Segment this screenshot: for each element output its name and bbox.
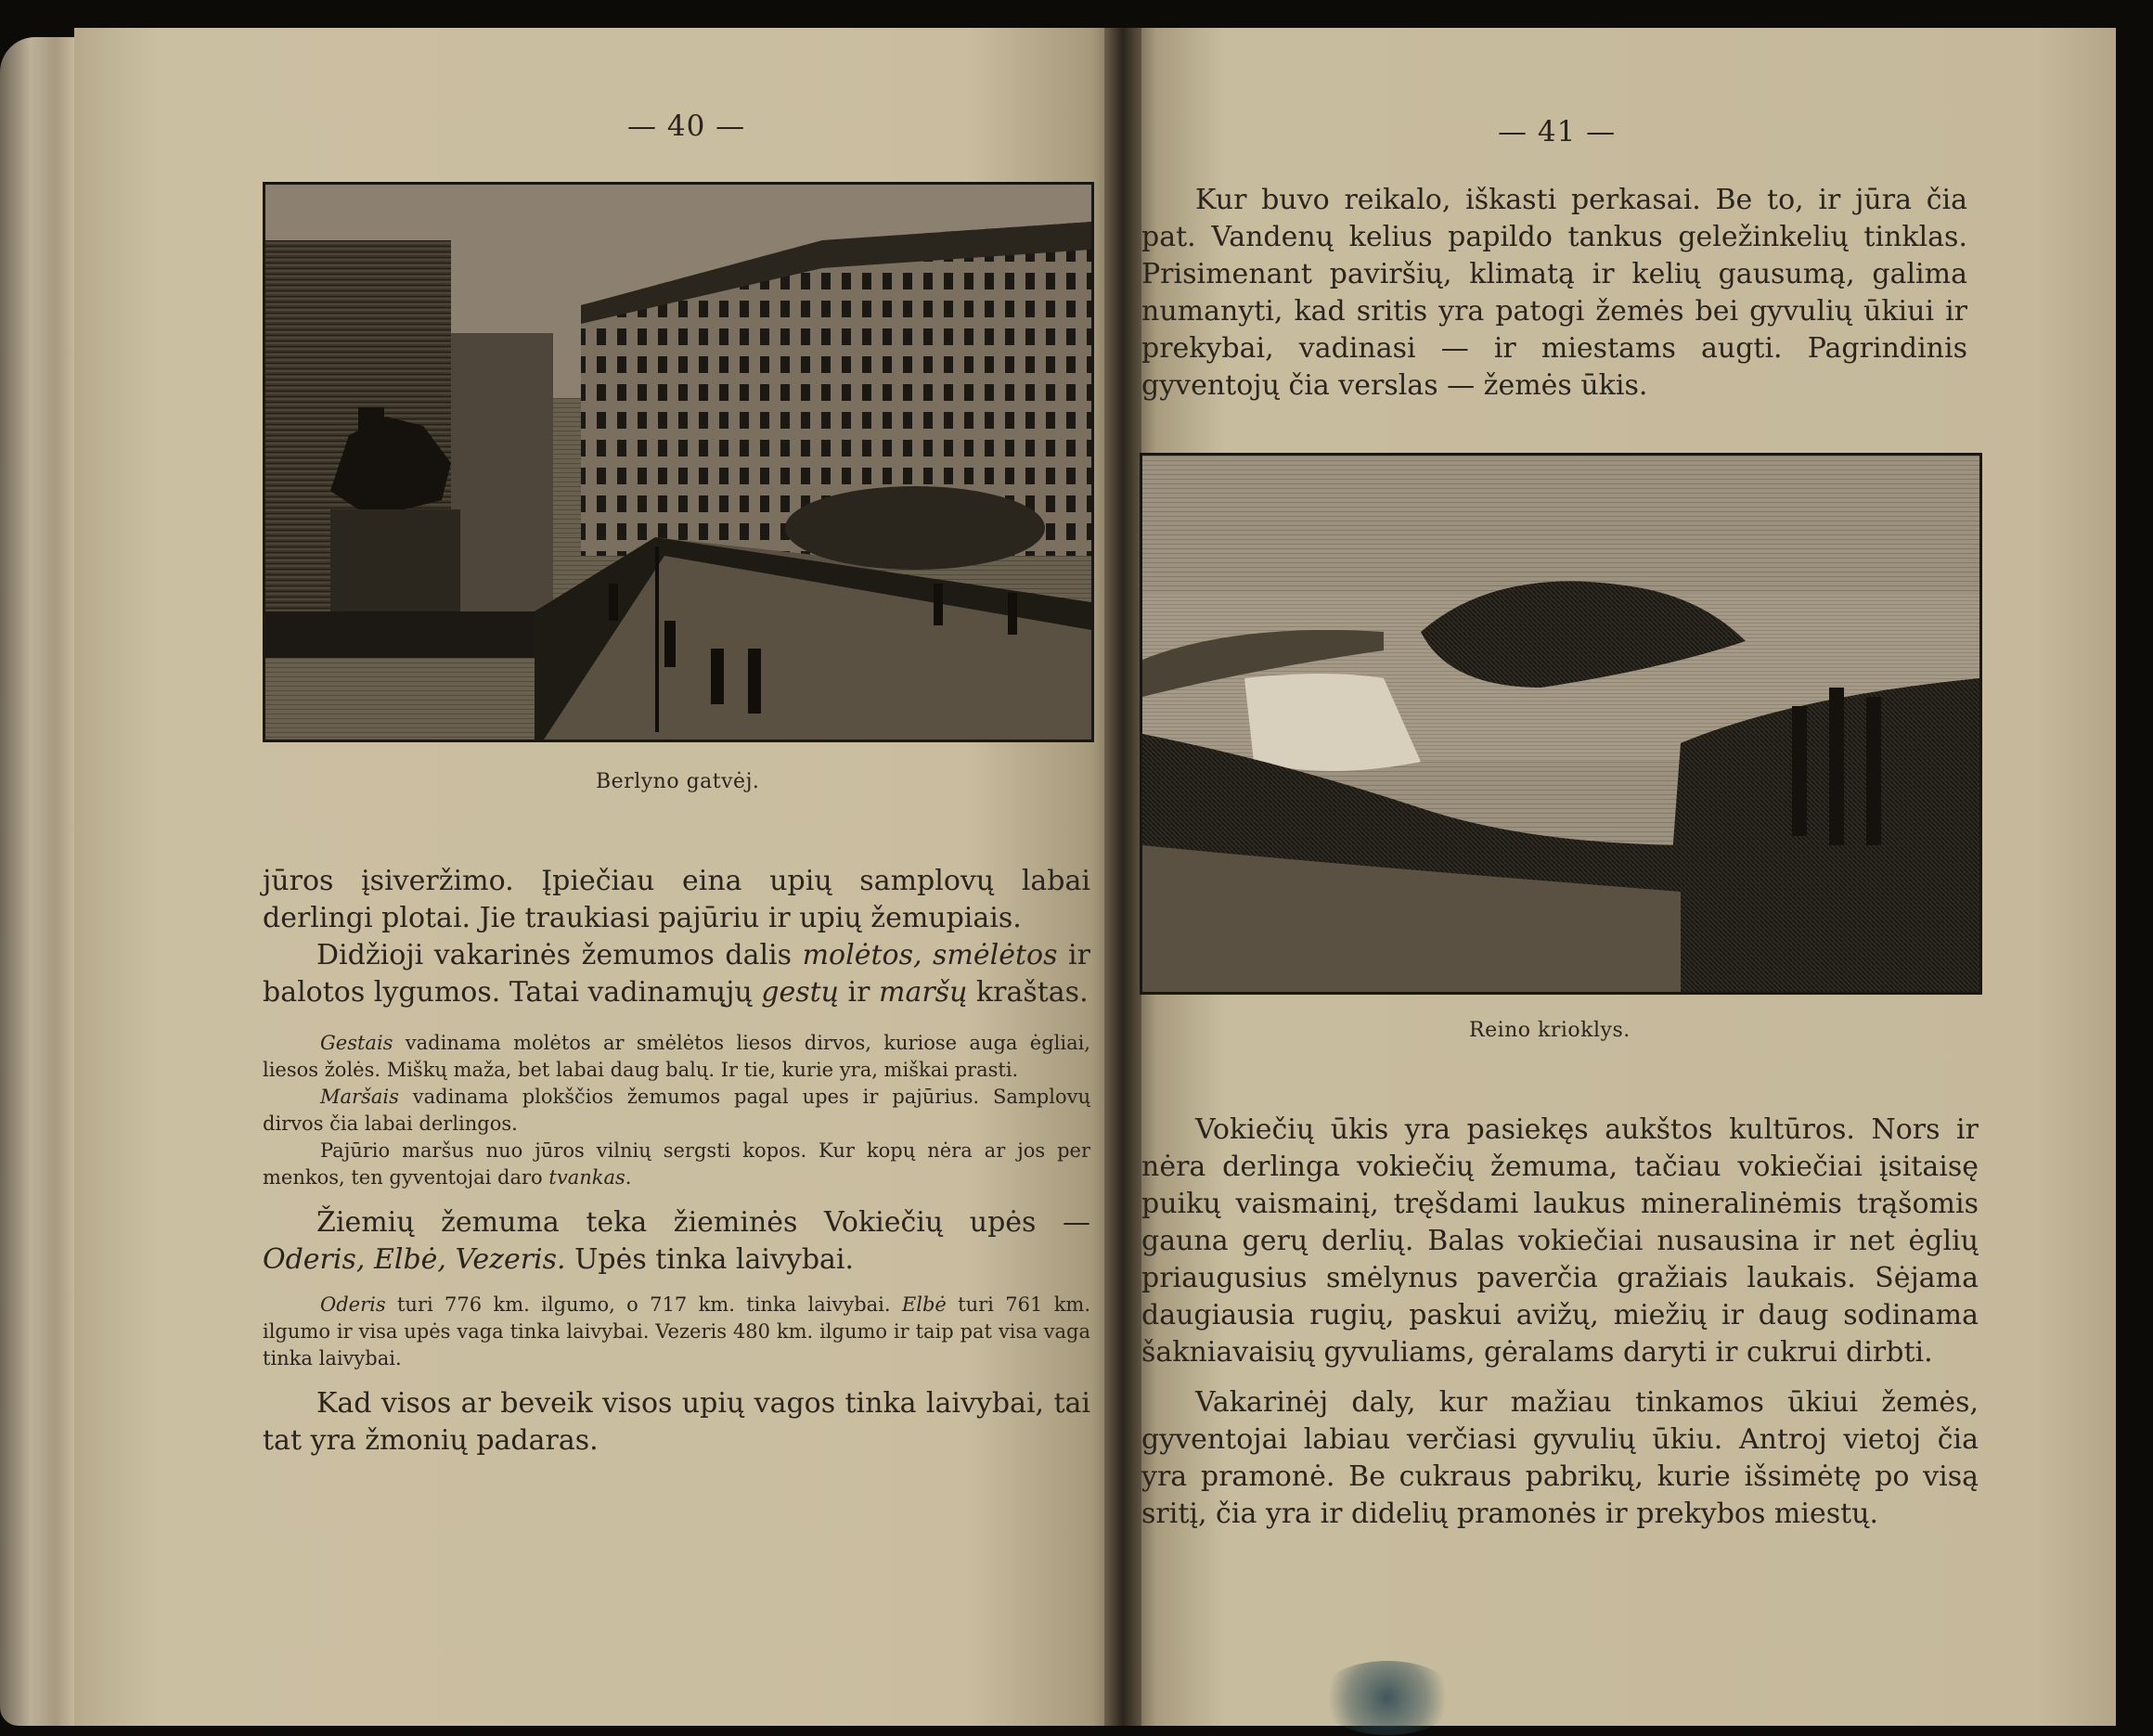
left-paragraph-4: Kad visos ar beveik visos upių vagos tinka laivybai, tai tat yra žmonių padaras.	[263, 1387, 1090, 1457]
right-text-column-bottom	[1141, 1112, 1979, 1533]
right-figure-caption: Reino krioklys.	[1469, 1019, 1631, 1042]
left-text-column	[263, 863, 1090, 1460]
rhine-falls-illustration	[1140, 453, 1982, 995]
left-note-3: Pajūrio maršus nuo jūros vilnių sergsti kopos. Kur kopų nėra ar jos per menkos, ten gyventojai daro tvankas.	[263, 1139, 1090, 1189]
left-paragraph-3: Žiemių žemuma teka žieminės Vokiečių upės — Oderis, Elbė, Vezeris. Upės tinka laivybai.	[263, 1206, 1090, 1276]
right-page-number: — 41 —	[1498, 115, 1617, 148]
left-note-4: Oderis turi 776 km. ilgumo, o 717 km. tinka laivybai. Elbė turi 761 km. ilgumo ir visa upės vaga tinka laivybai. Vezeris 480 km. ilgumo ir taip pat visa vaga tinka laivybai.	[263, 1293, 1091, 1370]
left-note-2: Maršais vadinama plokščios žemumos pagal upes ir pajūrius. Samplovų dirvos čia labai derlingos.	[263, 1086, 1090, 1135]
ink-stain	[1318, 1661, 1457, 1735]
left-paragraph-1: jūros įsiveržimo. Įpiečiau eina upių samplovų labai derlingi plotai. Jie traukiasi pajūriu ir upių žemupiais.	[263, 865, 1090, 934]
book-gutter	[1104, 28, 1141, 1726]
right-paragraph-1: Kur buvo reikalo, iškasti perkasai. Be to, ir jūra čia pat. Vandenų kelius papildo tankus geležinkelių tinklas. Prisimenant paviršių, klimatą ir kelių gausumą, galima numanyti, kad sritis yra patogi žemės bei gyvulių ūkiui ir prekybai, vadinasi — ir miestams augti. Pagrindinis gyventojų čia verslas — žemės ūkis.	[1141, 184, 1967, 402]
left-note-1: Gestais vadinama molėtos ar smėlėtos liesos dirvos, kuriose auga ėgliai, liesos žolės. Miškų maža, bet labai daug balų. Ir tie, kurie yra, miškai prasti.	[263, 1032, 1090, 1081]
right-paragraph-3: Vakarinėj daly, kur mažiau tinkamos ūkiui žemės, gyventojai labiau verčiasi gyvulių ūkiu. Antroj vietoj čia yra pramonė. Be cukraus pabrikų, kurie išsimėtę po visą sritį, čia yra ir didelių pramonės ir prekybos miestų.	[1141, 1386, 1979, 1530]
right-text-column-top	[1141, 182, 1967, 405]
left-paragraph-2: Didžioji vakarinės žemumos dalis molėtos, smėlėtos ir balotos lygumos. Tatai vadinamųjų gestų ir maršų kraštas.	[263, 939, 1090, 1009]
left-figure-caption: Berlyno gatvėj.	[596, 770, 760, 793]
left-page-number: — 40 —	[627, 109, 746, 143]
right-paragraph-2: Vokiečių ūkis yra pasiekęs aukštos kultūros. Nors ir nėra derlinga vokiečių žemuma, tačiau vokiečiai įsitaisę puikų vaismainį, tręšdami laukus mineralinėmis trąšomis gauna gerų derlių. Balas vokiečiai nusausina ir net ėglių priaugusius smėlynus paverčia gražiais laukais. Sėjama daugiausia rugių, paskui avižų, miežių ir daug sodinama šakniavaisių gyvuliams, gėralams daryti ir cukrui dirbti.	[1141, 1113, 1979, 1369]
berlin-street-illustration	[263, 182, 1094, 742]
